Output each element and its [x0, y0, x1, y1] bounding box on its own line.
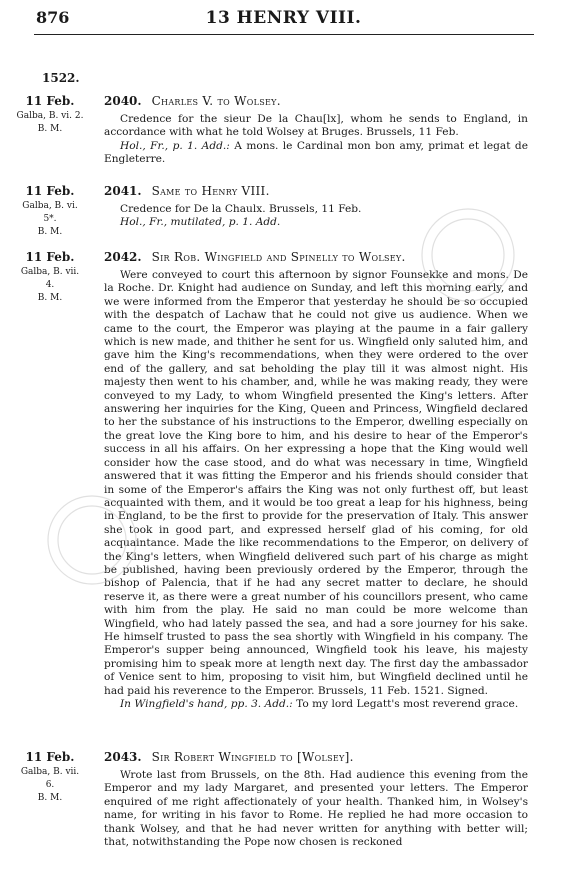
entry-number: 2042.	[104, 250, 142, 264]
entry-title: Same to Henry VIII.	[151, 184, 270, 198]
entry-date: 11 Feb.	[25, 184, 75, 198]
entry-number: 2040.	[104, 94, 142, 108]
running-title: 13 HENRY VIII.	[205, 8, 362, 28]
entry-source	[104, 216, 528, 229]
entry-text	[104, 113, 528, 167]
entry-date: 11 Feb.	[25, 750, 75, 764]
folio: 6.	[45, 780, 55, 790]
entry-title: Sir Rob. Wingfield and Spinelly to Wolsey.	[151, 250, 406, 264]
entry-text	[104, 269, 528, 711]
entry-source	[104, 140, 528, 167]
entry-body: Were conveyed to court this afternoon by signor Founsekke and mons. De la Roche. Dr. Knight had audience on Sunday, and left this morning early, and we were informed from the Emperor that yesterday he should be so occupied with the despatch of Lachaw that he could not give us audience. When we came to the court, the Emperor was playing at the paume in a fair gallery which is new made, and thither he sent for us. Wingfield only saluted him, and gave him the King's recommendations, when they were ordered to the over end of the gallery, and sat beholding the play till it was almost night. His majesty then went to his chamber, and, while he was making ready, they were conveyed to my Lady, to whom Wingfield presented the King's letters. After answering her inquiries for the King, Queen and Princess, Wingfield declared to her the substance of his instructions to the Emperor, dwelling especially on the great love the King bore to him, and his desire to hear of the Emperor's success in all his affairs. On her expressing a hope that the King would well consider how the case stood, and do what was necessary in time, Wingfield answered that it was fitting the Emperor and his friends should consider that in some of the Emperor's affairs the King was not only furthest off, but least acquainted with them, and it would be too great a leap for his highness, being in England, to be the first to provide for the preservation of Italy. This answer she took in good part, and expressed herself glad of his coming, for old acquaintance. Made the like recommendations to the Emperor, on delivery of the King's letters, when Wingfield delivered such part of his charge as might be published, having been previously ordered by the Emperor, through the bishop of Palencia, that if he had any secret matter to declare, he should reserve it, as there were a great number of his councillors present, who came with him from the play. He said no man could be more welcome than Wingfield, who had lately passed the sea, and had a sore journey for his sake. He himself trusted to pass the sea shortly with Wingfield in his company. The Emperor's supper being announced, Wingfield took his leave, his majesty promising him to speak more at length next day. The first day the ambassador of Venice sent to him, proposing to visit him, but Wingfield declined until he had paid his reverence to the Emperor. Brussels, 11 Feb. 1521. Signed.	[104, 269, 528, 697]
repository: B. M.	[37, 227, 63, 237]
entry-heading	[104, 748, 354, 766]
header-rule	[34, 34, 534, 35]
entry-title: Charles V. to Wolsey.	[151, 94, 281, 108]
entry-margin	[0, 182, 100, 239]
entry-margin	[0, 748, 100, 805]
source-add-label: Add.:	[261, 698, 297, 710]
repository: B. M.	[37, 124, 63, 134]
entry-body: Credence for the sieur De la Chau[lx], whom he sends to England, in accordance with what he told Wolsey at Bruges. Brussels, 11 Feb.	[104, 113, 528, 139]
source-add-label: Add.	[252, 216, 281, 229]
entry-margin	[0, 92, 100, 136]
manuscript-reference: Galba, B. vii.	[20, 767, 80, 777]
source-add-label: Add.:	[197, 139, 235, 152]
entry-body: Credence for De la Chaulx. Brussels, 11 Feb.	[120, 203, 362, 215]
running-header	[0, 6, 567, 30]
year-label: 1522.	[42, 71, 80, 85]
address-text: A mons. le Cardinal mon bon amy, primat et legat de Engleterre.	[104, 139, 528, 166]
source-description: Hol., Fr., p. 1.	[120, 139, 198, 152]
entry-heading	[104, 92, 281, 110]
entry-text	[104, 769, 528, 849]
page-number: 876	[36, 8, 70, 27]
manuscript-reference: Galba, B. vii.	[20, 267, 80, 277]
address-text: To my lord Legatt's most reverend grace.	[296, 698, 519, 710]
repository: B. M.	[37, 793, 63, 803]
entry-number: 2043.	[104, 750, 142, 764]
entry-body: Wrote last from Brussels, on the 8th. Had audience this evening from the Emperor and my lady Margaret, and presented your letters. The Emperor enquired of me right affectionately of your health. Thanked him, in Wolsey's name, for writing in his favor to Rome. He replied he had more occasion to thank Wolsey, and that he had never written for anything with better will; that, notwithstanding the Pope now chosen is reckoned	[104, 769, 528, 849]
entry-margin	[0, 248, 100, 305]
manuscript-reference: Galba, B. vi.	[22, 201, 78, 211]
source-description: Hol., Fr., mutilated, p. 1.	[120, 216, 253, 229]
entry-title: Sir Robert Wingfield to [Wolsey].	[151, 750, 354, 764]
folio: 5*.	[43, 214, 57, 224]
entry-heading	[104, 248, 406, 266]
entry-text	[104, 203, 528, 230]
entry-heading	[104, 182, 270, 200]
manuscript-reference: Galba, B. vi. 2.	[16, 111, 84, 121]
entry-source	[104, 698, 528, 711]
entry-date: 11 Feb.	[25, 94, 75, 108]
folio: 4.	[45, 280, 55, 290]
repository: B. M.	[37, 293, 63, 303]
source-description: In Wingfield's hand, pp. 3.	[120, 698, 262, 710]
entry-date: 11 Feb.	[25, 250, 75, 264]
entry-number: 2041.	[104, 184, 142, 198]
